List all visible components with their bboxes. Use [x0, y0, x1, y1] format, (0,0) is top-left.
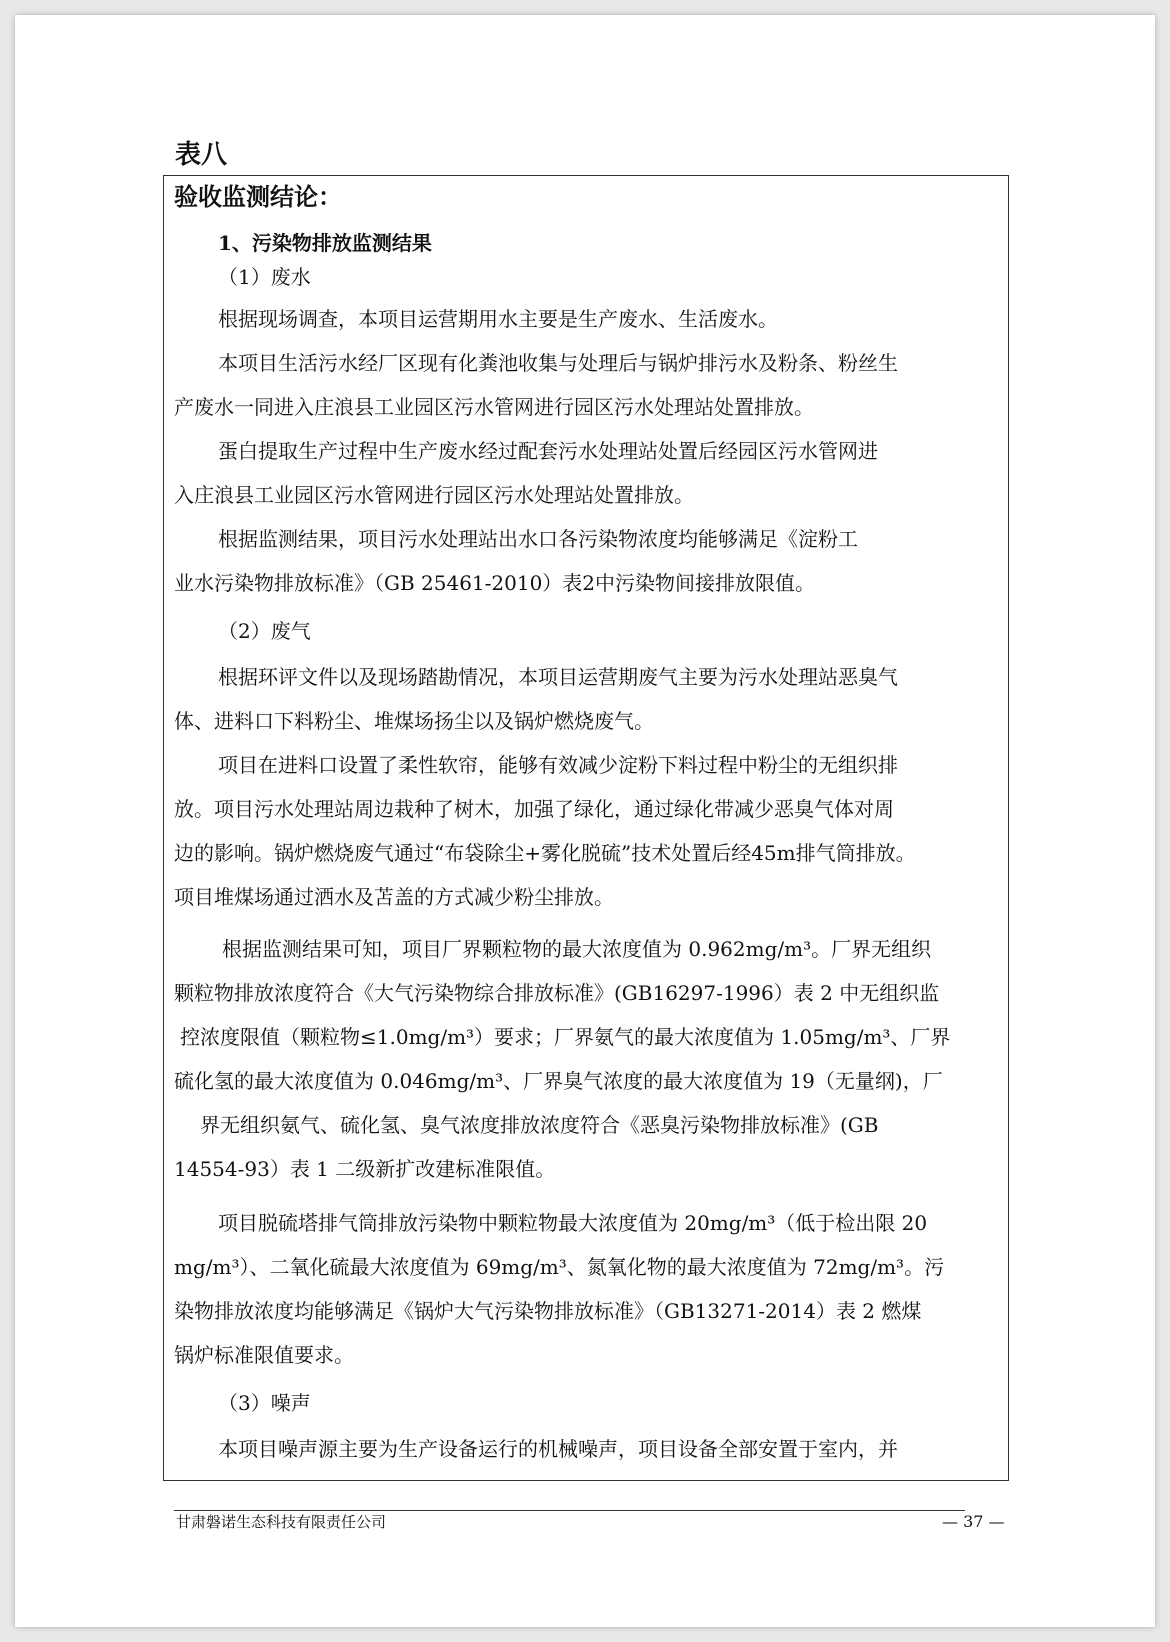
waste-gas-line: mg/m³）、二氧化硫最大浓度值为 69mg/m³、氮氧化物的最大浓度值为 72mg/m³。污: [174, 1255, 945, 1279]
waste-water-line: 本项目生活污水经厂区现有化粪池收集与处理后与锅炉排污水及粉条、粉丝生: [218, 351, 898, 375]
waste-gas-line: 硫化氢的最大浓度值为 0.046mg/m³、厂界臭气浓度的最大浓度值为 19（无量纲)，厂: [174, 1069, 943, 1093]
waste-gas-line: 染物排放浓度均能够满足《锅炉大气污染物排放标准》（GB13271-2014）表 2 燃煤: [174, 1299, 922, 1323]
waste-water-line: 入庄浪县工业园区污水管网进行园区污水处理站处置排放。: [174, 483, 694, 507]
noise-heading: （3）噪声: [218, 1391, 311, 1415]
waste-gas-line: 14554-93）表 1 二级新扩改建标准限值。: [174, 1157, 556, 1181]
waste-gas-line: 项目脱硫塔排气筒排放污染物中颗粒物最大浓度值为 20mg/m³（低于检出限 20: [218, 1211, 928, 1235]
waste-water-heading: （1）废水: [218, 265, 311, 289]
waste-gas-line: 控浓度限值（颗粒物≤1.0mg/m³）要求；厂界氨气的最大浓度值为 1.05mg/m³、厂界: [180, 1025, 951, 1049]
waste-gas-line: 体、进料口下料粉尘、堆煤场扬尘以及锅炉燃烧废气。: [174, 709, 654, 733]
footer-rule: [174, 1510, 965, 1511]
page-number: — 37 —: [942, 1512, 1005, 1531]
waste-water-line: 业水污染物排放标准》（GB 25461-2010）表2中污染物间接排放限值。: [174, 571, 816, 595]
waste-gas-line: 根据环评文件以及现场踏勘情况，本项目运营期废气主要为污水处理站恶臭气: [218, 665, 898, 689]
waste-water-line: 产废水一同进入庄浪县工业园区污水管网进行园区污水处理站处置排放。: [174, 395, 814, 419]
waste-gas-line: 放。项目污水处理站周边栽种了树木，加强了绿化，通过绿化带减少恶臭气体对周: [174, 797, 894, 821]
waste-gas-line: 颗粒物排放浓度符合《大气污染物综合排放标准》(GB16297-1996）表 2 中无组织监: [174, 981, 940, 1005]
footer-company: 甘肃磐诺生态科技有限责任公司: [176, 1513, 387, 1531]
waste-gas-line: 项目在进料口设置了柔性软帘，能够有效减少淀粉下料过程中粉尘的无组织排: [218, 753, 898, 777]
noise-line: 本项目噪声源主要为生产设备运行的机械噪声，项目设备全部安置于室内，并: [218, 1437, 898, 1461]
table-label: 表八: [175, 140, 228, 170]
waste-water-line: 蛋白提取生产过程中生产废水经过配套污水处理站处置后经园区污水管网进: [218, 439, 878, 463]
section-subhead: 1、污染物排放监测结果: [218, 231, 432, 255]
waste-gas-line: 锅炉标准限值要求。: [174, 1343, 354, 1367]
waste-water-line: 根据监测结果，项目污水处理站出水口各污染物浓度均能够满足《淀粉工: [218, 527, 858, 551]
waste-gas-heading: （2）废气: [218, 619, 311, 643]
waste-gas-line: 根据监测结果可知，项目厂界颗粒物的最大浓度值为 0.962mg/m³。厂界无组织: [222, 937, 932, 961]
waste-gas-line: 边的影响。锅炉燃烧废气通过“布袋除尘+雾化脱硫”技术处置后经45m排气筒排放。: [174, 841, 916, 865]
waste-gas-line: 项目堆煤场通过洒水及苫盖的方式减少粉尘排放。: [174, 885, 614, 909]
section-title: 验收监测结论：: [174, 182, 342, 211]
waste-gas-line: 界无组织氨气、硫化氢、臭气浓度排放浓度符合《恶臭污染物排放标准》(GB: [200, 1113, 879, 1137]
waste-water-line: 根据现场调查，本项目运营期用水主要是生产废水、生活废水。: [218, 307, 778, 331]
